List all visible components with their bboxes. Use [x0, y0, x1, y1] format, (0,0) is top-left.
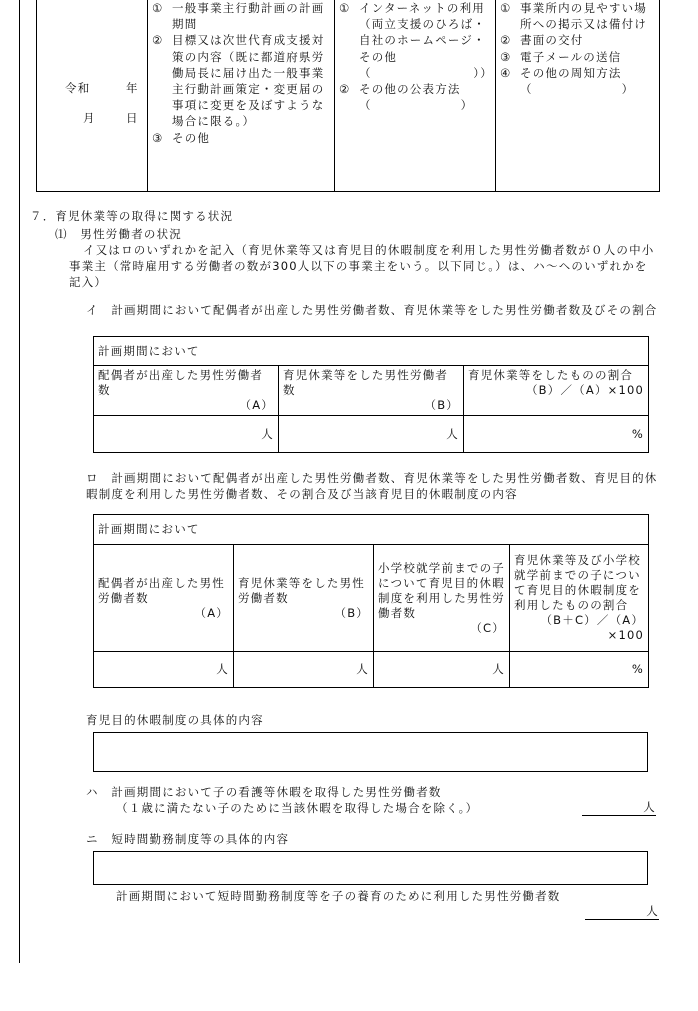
item-ro-title: ロ 計画期間において配偶者が出産した男性労働者数、育児休業等をした男性労働者数、育児目的休暇制度を利用した男性労働者数、その割合及び当該育児目的休暇制度の内容 — [86, 471, 658, 501]
table-ro-col-ratio: 育児休業等及び小学校就学前までの子について育児目的休暇制度を利用したものの割合 （B＋C）／（A）×100 — [510, 545, 649, 652]
table-ro-col-b: 育児休業等をした男性労働者数 （B） — [234, 545, 374, 652]
date-year: 年 — [126, 81, 139, 95]
subsection-title: ⑴ 男性労働者の状況 — [55, 227, 182, 241]
instruction-note: イ又はロのいずれかを記入（育児休業等又は育児目的休暇制度を利用した男性労働者数が０人の中小事業主（常時雇用する労働者の数が300人以下の事業主をいう。以下同じ。）は、ハ～ヘのいずれかを記入） — [69, 243, 655, 289]
ni-detail-box[interactable] — [93, 851, 648, 885]
table-i-col-a: 配偶者が出産した男性労働者数 （A） — [94, 366, 279, 416]
item-i-title: イ 計画期間において配偶者が出産した男性労働者数、育児休業等をした男性労働者数及びその割合 — [86, 303, 658, 317]
table-ro-col-c: 小学校就学前までの子について育児目的休暇制度を利用した男性労働者数 （C） — [374, 545, 510, 652]
table-i — [93, 336, 649, 453]
table-i-col-ratio: 育児休業等をしたものの割合 （B）／（A）×100 — [464, 366, 649, 416]
table-i-value-ratio[interactable]: % — [464, 416, 649, 453]
item-ha-title: ハ 計画期間において子の看護等休暇を取得した男性労働者数 — [86, 785, 442, 799]
item-ha-count-field[interactable]: 人 — [582, 800, 656, 816]
notification-methods: ① 事業所内の見やすい場所への掲示又は備付け ② 書面の交付 ③ 電子メールの送信 ④ その他の周知方法（ ） — [500, 1, 647, 97]
table-ro-value-ratio[interactable]: % — [510, 652, 649, 688]
table-i-header: 計画期間において — [94, 337, 649, 366]
table-ro-value-a[interactable]: 人 — [94, 652, 234, 688]
section-title: ７．育児休業等の取得に関する状況 — [30, 209, 234, 223]
page-left-border — [19, 0, 20, 963]
date-month: 月 — [83, 111, 96, 125]
date-era: 令和 — [65, 81, 91, 95]
item-ha-note: （１歳に満たない子のために当該休暇を取得した場合を除く。） — [116, 801, 479, 815]
announcement-items: ① 一般事業主行動計画の計画期間 ② 目標又は次世代育成支援対策の内容（既に都道府県労働局長に届け出た一般事業主行動計画策定・変更届の事項に変更を及ぼすような場合に限る。） ③ その他 — [152, 1, 325, 145]
item-ni-count-field[interactable]: 人 — [585, 904, 659, 920]
item-ni-title: ニ 短時間勤務制度等の具体的内容 — [86, 832, 290, 846]
table-ro-col-a: 配偶者が出産した男性労働者数 （A） — [94, 545, 234, 652]
publication-methods: ① インターネットの利用（両立支援のひろば・自社のホームページ・その他（ ）） ② その他の公表方法（ ） — [339, 1, 493, 113]
table-ro-value-c[interactable]: 人 — [374, 652, 510, 688]
table-i-col-b: 育児休業等をした男性労働者数 （B） — [279, 366, 464, 416]
table-ro-value-b[interactable]: 人 — [234, 652, 374, 688]
table-ro — [93, 514, 649, 688]
table-i-value-b[interactable]: 人 — [279, 416, 464, 453]
date-day: 日 — [126, 111, 139, 125]
table-ro-header: 計画期間において — [94, 515, 649, 545]
ro-detail-label: 育児目的休暇制度の具体的内容 — [86, 713, 264, 727]
table-i-value-a[interactable]: 人 — [94, 416, 279, 453]
ro-detail-box[interactable] — [93, 732, 648, 772]
item-ni-count-label: 計画期間において短時間勤務制度等を子の養育のために利用した男性労働者数 — [116, 889, 561, 903]
